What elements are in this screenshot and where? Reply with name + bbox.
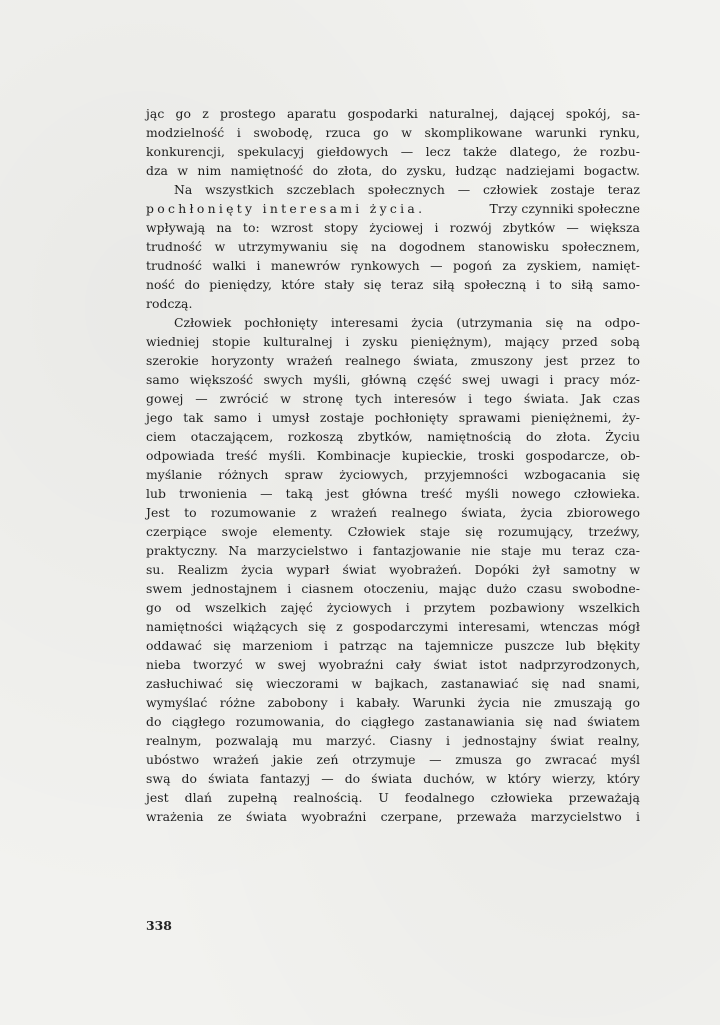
text-line: lub trwonienia — taką jest główna treść myśli nowego człowieka. [146, 486, 640, 501]
text-line: modzielność i swobodę, rzuca go w skomplikowane warunki rynku, [146, 125, 640, 140]
text-line: Jest to rozumowanie z wrażeń realnego świata, życia zbiorowego [146, 505, 640, 520]
text-line: ubóstwo wrażeń jakie zeń otrzymuje — zmusza go zwracać myśl [146, 752, 640, 767]
text-line: jego tak samo i umysł zostaje pochłonięty sprawami pieniężnemi, ży- [146, 410, 640, 425]
text-line: zasłuchiwać się wieczorami w bajkach, zastanawiać się nad snami, [146, 676, 640, 691]
text-line: ciem otaczającem, rozkoszą zbytków, namiętnością do złota. Życiu [146, 429, 640, 444]
text-line: ność do pieniędzy, które stały się teraz siłą społeczną i to siłą samo- [146, 277, 640, 292]
text-line: oddawać się marzeniom i patrząc na tajemnicze puszcze lub błękity [146, 638, 640, 653]
text-fragment: Trzy czynniki społeczne [489, 201, 640, 216]
text-line: trudność walki i manewrów rynkowych — pogoń za zyskiem, namięt- [146, 258, 640, 273]
text-line [146, 199, 640, 218]
text-line: realnym, pozwalają mu marzyć. Ciasny i jednostajny świat realny, [146, 733, 640, 748]
text-line: swem jednostajnem i ciasnem otoczeniu, mając dużo czasu swobodne- [146, 581, 640, 596]
text-line: konkurencji, spekulacyj giełdowych — lecz także dlatego, że rozbu- [146, 144, 640, 159]
text-line: swą do świata fantazyj — do świata duchów, w który wierzy, który [146, 771, 640, 786]
text-line: wymyślać różne zabobony i kabały. Warunki życia nie zmuszają go [146, 695, 640, 710]
text-line: szerokie horyzonty wrażeń realnego świata, zmuszony jest przez to [146, 353, 640, 368]
page-number: 338 [146, 918, 172, 933]
text-line: trudność w utrzymywaniu się na dogodnem stanowisku społecznem, [146, 239, 640, 254]
text-line: go od wszelkich zajęć życiowych i przytem pozbawiony wszelkich [146, 600, 640, 615]
text-line: czerpiące swoje elementy. Człowiek staje się rozumujący, trzeźwy, [146, 524, 640, 539]
text-line: gowej — zwrócić w stronę tych interesów i tego świata. Jak czas [146, 391, 640, 406]
text-line: su. Realizm życia wyparł świat wyobrażeń. Dopóki żył samotny w [146, 562, 640, 577]
text-line: do ciągłego rozumowania, do ciągłego zastanawiania się nad światem [146, 714, 640, 729]
text-line: wpływają na to: wzrost stopy życiowej i rozwój zbytków — większa [146, 220, 640, 235]
text-line: nieba tworzyć w swej wyobraźni cały świat istot nadprzyrodzonych, [146, 657, 640, 672]
text-line: wiedniej stopie kulturalnej i zysku pieniężnym), mający przed sobą [146, 334, 640, 349]
text-line: jest dlań zupełną realnością. U feodalnego człowieka przeważają [146, 790, 640, 805]
text-line: wrażenia ze świata wyobraźni czerpane, przeważa marzycielstwo i [146, 809, 640, 824]
text-line: samo większość swych myśli, główną część swej uwagi i pracy móz- [146, 372, 640, 387]
body-text [146, 104, 640, 826]
emphasized-text: pochłonięty interesami życia. [146, 201, 426, 216]
text-line: myślanie różnych spraw życiowych, przyjemności wzbogacania się [146, 467, 640, 482]
text-line: rodczą. [146, 296, 193, 311]
text-line: Człowiek pochłonięty interesami życia (utrzymania się na odpo- [174, 315, 640, 330]
text-line: praktyczny. Na marzycielstwo i fantazjowanie nie staje mu teraz cza- [146, 543, 640, 558]
text-line: Na wszystkich szczeblach społecznych — człowiek zostaje teraz [174, 182, 640, 197]
text-line: dza w nim namiętność do złota, do zysku, łudząc nadziejami bogactw. [146, 163, 640, 178]
text-line: namiętności wiążących się z gospodarczymi interesami, wtenczas mógł [146, 619, 640, 634]
text-line: jąc go z prostego aparatu gospodarki naturalnej, dającej spokój, sa- [146, 106, 640, 121]
text-line: odpowiada treść myśli. Kombinacje kupieckie, troski gospodarcze, ob- [146, 448, 640, 463]
